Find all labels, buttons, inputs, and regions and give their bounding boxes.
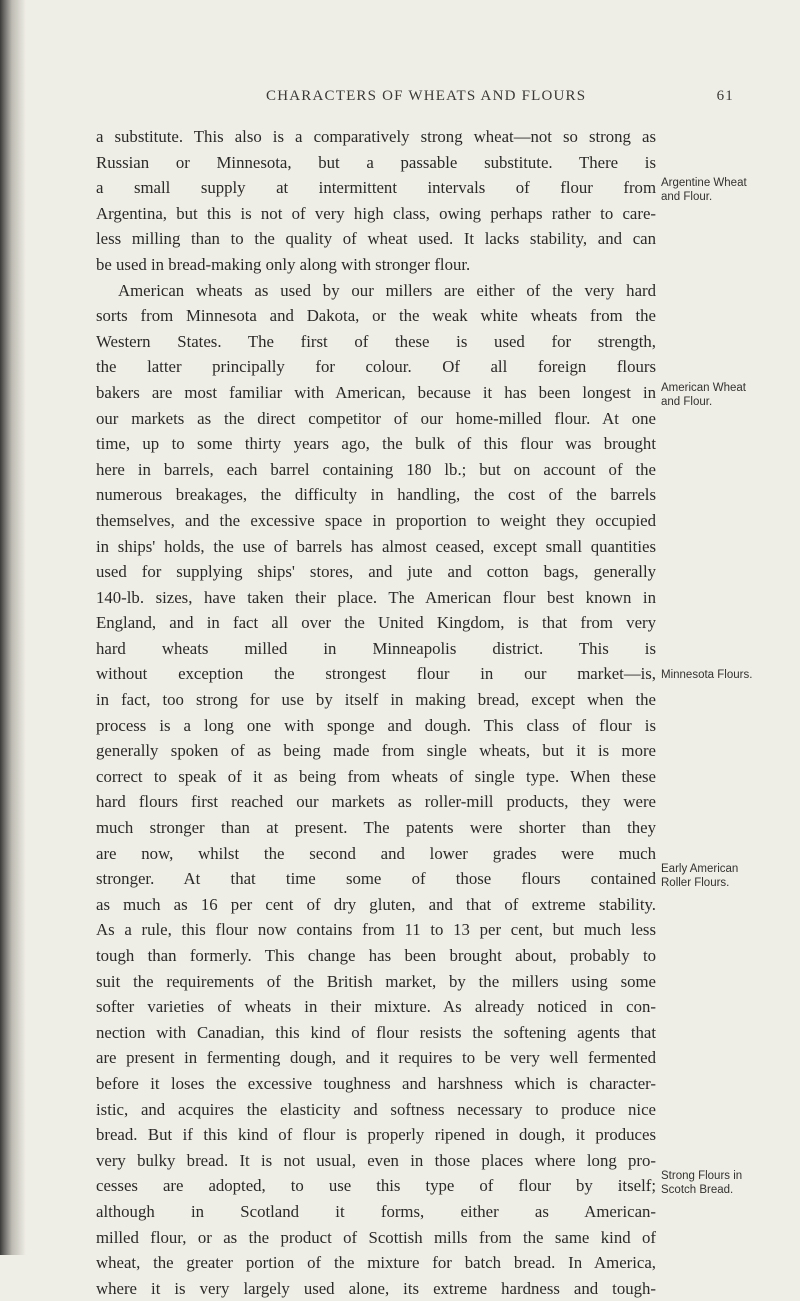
text-line: themselves, and the excessive space in proportion to weight they occupied [96, 510, 656, 530]
margin-note-line: and Flour. [661, 191, 713, 203]
text-line: time, up to some thirty years ago, the bulk of this flour was brought [96, 434, 656, 454]
text-line: without exception the strongest flour in our market—is, [96, 664, 656, 684]
page-header [96, 88, 736, 114]
text-line: bread. But if this kind of flour is properly ripened in dough, it produces [96, 1125, 656, 1145]
text-line: here in barrels, each barrel containing 180 lb.; but on account of the [96, 459, 656, 479]
page-number: 61 [716, 88, 734, 104]
margin-note-minnesota-flours [661, 668, 796, 682]
margin-note-line: Early American [661, 863, 739, 875]
text-line: a substitute. This also is a comparatively strong wheat—not so strong as [96, 127, 656, 146]
text-line: very bulky bread. It is not usual, even in those places where long pro- [96, 1150, 656, 1170]
text-line: our markets as the direct competitor of our home-milled flour. At one [96, 408, 656, 428]
margin-note-line: American Wheat [661, 382, 747, 394]
text-line: as much as 16 per cent of dry gluten, and that of extreme stability. [96, 894, 656, 914]
text-line: in fact, too strong for use by itself in making bread, except when the [96, 690, 656, 710]
text-line: Western States. The first of these is used for strength, [96, 331, 656, 351]
text-line: bakers are most familiar with American, because it has been longest in [96, 382, 656, 402]
margin-note-line: and Flour. [661, 396, 713, 408]
text-line: a small supply at intermittent intervals of flour from [96, 178, 656, 198]
text-line: correct to speak of it as being from wheats of single type. When these [96, 766, 656, 786]
text-line: although in Scotland it forms, either as American- [96, 1201, 656, 1221]
margin-note-line: Strong Flours in [661, 1170, 743, 1182]
running-title: CHARACTERS OF WHEATS AND FLOURS [266, 88, 587, 104]
text-line: numerous breakages, the difficulty in handling, the cost of the barrels [96, 485, 656, 505]
text-line: American wheats as used by our millers are either of the very hard [118, 280, 656, 300]
margin-note-american-wheat [661, 381, 796, 409]
text-line: wheat, the greater portion of the mixture for batch bread. In America, [96, 1253, 656, 1273]
text-line: stronger. At that time some of those flours contained [96, 869, 656, 889]
text-line: generally spoken of as being made from single wheats, but it is more [96, 741, 656, 761]
text-line: used for supplying ships' stores, and jute and cotton bags, generally [96, 562, 656, 582]
text-line: istic, and acquires the elasticity and softness necessary to produce nice [96, 1099, 656, 1119]
text-line: are now, whilst the second and lower grades were much [96, 843, 656, 863]
text-line: where it is very largely used alone, its extreme hardness and tough- [96, 1278, 656, 1298]
margin-note-line: Argentine Wheat [661, 177, 747, 189]
text-line: sorts from Minnesota and Dakota, or the weak white wheats from the [96, 306, 656, 326]
body-text [96, 124, 656, 1301]
text-line: hard flours first reached our markets as roller-mill products, they were [96, 792, 656, 812]
text-line: cesses are adopted, to use this type of flour by itself; [96, 1176, 656, 1196]
text-line: process is a long one with sponge and dough. This class of flour is [96, 715, 656, 735]
text-line: 140-lb. sizes, have taken their place. The American flour best known in [96, 587, 656, 607]
text-line: hard wheats milled in Minneapolis district. This is [96, 638, 656, 658]
text-line: As a rule, this flour now contains from 11 to 13 per cent, but much less [96, 920, 656, 940]
margin-note-line: Roller Flours. [661, 877, 730, 889]
text-line: are present in fermenting dough, and it requires to be very well fermented [96, 1048, 656, 1068]
text-line: nection with Canadian, this kind of flour resists the softening agents that [96, 1022, 656, 1042]
text-line: suit the requirements of the British market, by the millers using some [96, 971, 656, 991]
text-line: much stronger than at present. The patents were shorter than they [96, 818, 656, 838]
binding-edge [0, 0, 26, 1255]
text-line: in ships' holds, the use of barrels has almost ceased, except small quantities [96, 536, 656, 556]
margin-note-line: Scotch Bread. [661, 1184, 734, 1196]
text-line: softer varieties of wheats in their mixture. As already noticed in con- [96, 997, 656, 1017]
text-line: less milling than to the quality of wheat used. It lacks stability, and can [96, 229, 656, 249]
text-line: be used in bread-making only along with stronger flour. [96, 254, 471, 274]
margin-note-line: Minnesota Flours. [661, 669, 753, 681]
text-line: Argentina, but this is not of very high class, owing perhaps rather to care- [96, 203, 656, 223]
margin-note-early-american [661, 862, 796, 890]
text-line: milled flour, or as the product of Scottish mills from the same kind of [96, 1227, 656, 1247]
text-line: before it loses the excessive toughness and harshness which is character- [96, 1073, 656, 1093]
margin-note-argentine-wheat [661, 176, 796, 204]
text-line: England, and in fact all over the United Kingdom, is that from very [96, 613, 656, 633]
text-line: Russian or Minnesota, but a passable substitute. There is [96, 152, 656, 172]
text-line: the latter principally for colour. Of all foreign flours [96, 357, 656, 377]
margin-note-strong-flours [661, 1169, 796, 1197]
text-line: tough than formerly. This change has been brought about, probably to [96, 946, 656, 965]
